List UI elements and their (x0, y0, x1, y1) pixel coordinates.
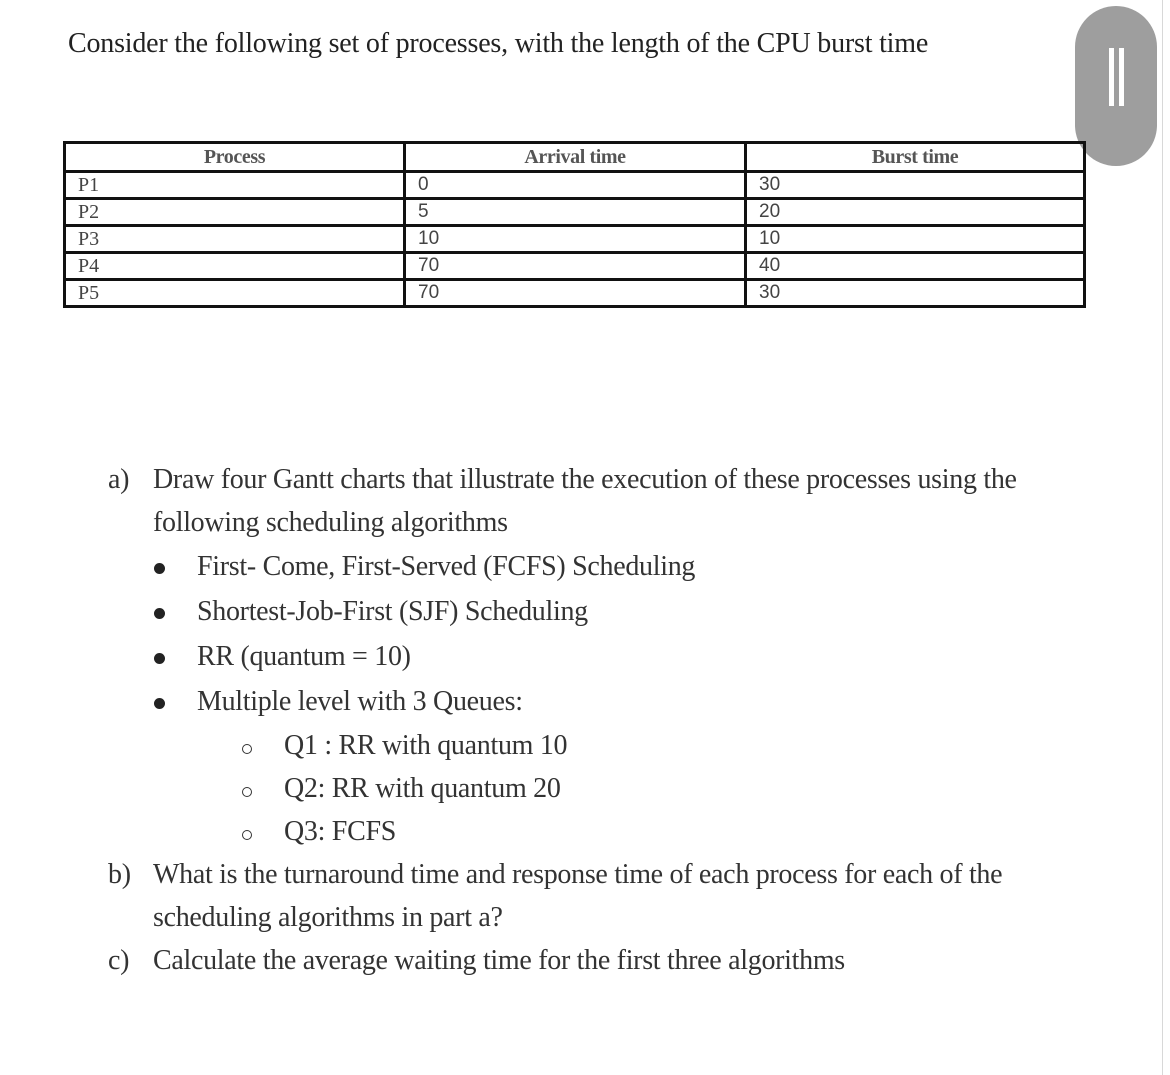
burst-cell: 10 (746, 226, 1085, 253)
bullet-icon (154, 653, 165, 664)
question-text-line: Calculate the average waiting time for the first three algorithms (153, 945, 845, 976)
arrival-cell: 0 (405, 172, 746, 199)
hollow-bullet-icon (242, 830, 252, 840)
pause-icon (1109, 48, 1114, 106)
algorithm-fcfs: First- Come, First-Served (FCFS) Scheduling (197, 551, 696, 582)
table-row (65, 199, 1085, 226)
table-row (65, 172, 1085, 199)
list-item (108, 679, 1108, 724)
arrival-cell: 10 (405, 226, 746, 253)
algorithm-sjf: Shortest-Job-First (SJF) Scheduling (197, 596, 588, 627)
process-table (63, 141, 1086, 308)
table-row (65, 226, 1085, 253)
header-arrival-time: Arrival time (405, 143, 746, 172)
burst-cell: 30 (746, 172, 1085, 199)
pause-handle-button[interactable] (1075, 6, 1157, 166)
list-item (108, 544, 1108, 589)
question-label: a) (108, 464, 130, 495)
bullet-icon (154, 563, 165, 574)
table-row (65, 280, 1085, 307)
algorithm-rr: RR (quantum = 10) (197, 641, 411, 672)
bullet-icon (154, 698, 165, 709)
arrival-cell: 5 (405, 199, 746, 226)
question-label: c) (108, 945, 130, 976)
hollow-bullet-icon (242, 744, 252, 754)
queue-q1: Q1 : RR with quantum 10 (284, 730, 568, 761)
process-cell: P3 (65, 226, 405, 253)
page-edge-divider (1162, 0, 1163, 1075)
algorithm-multilevel: Multiple level with 3 Queues: (197, 686, 523, 717)
list-item (108, 589, 1108, 634)
question-label: b) (108, 859, 131, 890)
bullet-icon (154, 608, 165, 619)
header-burst-time: Burst time (746, 143, 1085, 172)
question-text-line: following scheduling algorithms (153, 507, 508, 538)
queue-sublist (108, 724, 1108, 853)
list-item (108, 810, 1108, 853)
question-b (108, 853, 1108, 939)
list-item (108, 724, 1108, 767)
process-cell: P2 (65, 199, 405, 226)
question-text-line: scheduling algorithms in part a? (153, 902, 503, 933)
algorithm-list (108, 544, 1108, 724)
arrival-cell: 70 (405, 253, 746, 280)
burst-cell: 30 (746, 280, 1085, 307)
arrival-cell: 70 (405, 280, 746, 307)
process-cell: P1 (65, 172, 405, 199)
question-list (108, 458, 1108, 982)
question-c (108, 939, 1108, 982)
list-item (108, 634, 1108, 679)
process-cell: P5 (65, 280, 405, 307)
question-text-line: Draw four Gantt charts that illustrate the execution of these processes using the (153, 464, 1017, 495)
pause-icon (1119, 48, 1124, 106)
queue-q2: Q2: RR with quantum 20 (284, 773, 561, 804)
header-process: Process (65, 143, 405, 172)
list-item (108, 767, 1108, 810)
hollow-bullet-icon (242, 787, 252, 797)
process-cell: P4 (65, 253, 405, 280)
table-row (65, 253, 1085, 280)
question-a (108, 458, 1108, 544)
burst-cell: 20 (746, 199, 1085, 226)
question-text-line: What is the turnaround time and response time of each process for each of the (153, 859, 1003, 890)
burst-cell: 40 (746, 253, 1085, 280)
queue-q3: Q3: FCFS (284, 816, 396, 847)
intro-text: Consider the following set of processes, with the length of the CPU burst time (68, 28, 929, 59)
table-header-row (65, 143, 1085, 172)
